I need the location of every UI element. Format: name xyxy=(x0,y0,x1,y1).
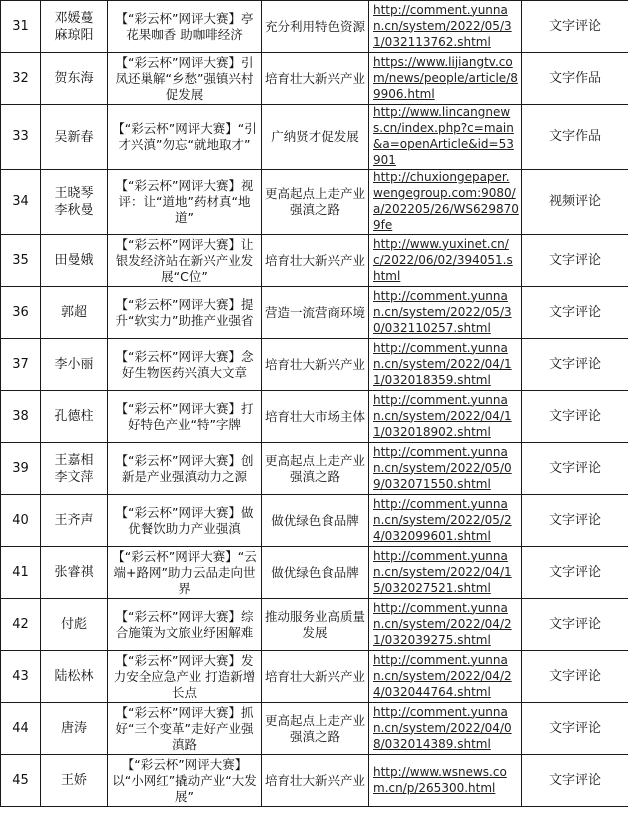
author-name: 王齐声 xyxy=(54,513,94,528)
topic-category: 充分利用特色资源 xyxy=(264,18,365,34)
author-name: 郭超 xyxy=(60,305,87,320)
work-type: 文字评论 xyxy=(548,720,601,736)
table-body xyxy=(1,1,628,807)
row-number-cell xyxy=(1,391,41,443)
article-link-cell xyxy=(369,391,522,443)
work-type: 文字评论 xyxy=(548,408,601,424)
work-type-cell xyxy=(522,105,628,170)
work-type-cell xyxy=(522,495,628,547)
author-name: 王嘉相 李文萍 xyxy=(54,452,94,485)
author-name-cell xyxy=(41,287,108,339)
author-name-cell xyxy=(41,339,108,391)
article-link-cell xyxy=(369,703,522,755)
work-type: 文字评论 xyxy=(548,304,601,320)
topic-category: 更高起点上走产业强滇之路 xyxy=(264,186,365,217)
author-name: 田曼娥 xyxy=(54,253,94,268)
row-number-cell xyxy=(1,599,41,651)
work-type: 文字评论 xyxy=(548,356,601,372)
row-number: 40 xyxy=(12,512,29,528)
topic-category-cell xyxy=(262,235,369,287)
table-row xyxy=(1,1,628,53)
author-name: 王晓琴 李秋曼 xyxy=(54,186,94,218)
work-type-cell xyxy=(522,235,628,287)
topic-category-cell xyxy=(262,495,369,547)
row-number-cell xyxy=(1,287,41,339)
row-number-cell xyxy=(1,755,41,807)
author-name-cell xyxy=(41,391,108,443)
article-title: 【“彩云杯”网评大赛】抓好“三个变革”走好产业强滇路 xyxy=(115,704,254,752)
row-number: 39 xyxy=(12,460,29,476)
table-row xyxy=(1,235,628,287)
article-title: 【“彩云杯”网评大赛】让银发经济站在新兴产业发展“C位” xyxy=(115,236,254,284)
table-row xyxy=(1,287,628,339)
topic-category-cell xyxy=(262,287,369,339)
topic-category-cell xyxy=(262,703,369,755)
article-link[interactable]: http://comment.yunnan.cn/system/2022/05/09/032071550.shtml xyxy=(373,444,512,491)
topic-category: 培育壮大新兴产业 xyxy=(264,70,365,86)
row-number: 32 xyxy=(12,70,29,86)
table-row xyxy=(1,703,628,755)
article-link[interactable]: http://www.yuxinet.cn/c/2022/06/02/394051.shtml xyxy=(373,236,513,283)
work-type-cell xyxy=(522,339,628,391)
topic-category: 做优绿色食品牌 xyxy=(271,512,359,528)
table-row xyxy=(1,651,628,703)
article-title-cell xyxy=(108,170,262,235)
row-number: 33 xyxy=(12,129,29,144)
row-number: 43 xyxy=(12,668,29,684)
topic-category-cell xyxy=(262,651,369,703)
article-title-cell xyxy=(108,755,262,807)
article-link[interactable]: http://comment.yunnan.cn/system/2022/04/08/032014389.shtml xyxy=(373,704,512,751)
article-link[interactable]: http://comment.yunnan.cn/system/2022/05/24/032099601.shtml xyxy=(373,496,512,543)
work-type: 文字评论 xyxy=(548,772,601,788)
table-row xyxy=(1,495,628,547)
row-number: 44 xyxy=(12,720,29,736)
article-link[interactable]: http://www.lincangnews.cn/index.php?c=main&a=openArticle&id=53901 xyxy=(373,105,514,167)
topic-category: 更高起点上走产业强滇之路 xyxy=(264,452,365,484)
author-name: 李小丽 xyxy=(54,357,94,372)
work-type: 文字评论 xyxy=(548,616,601,632)
table-row xyxy=(1,443,628,495)
topic-category: 推动服务业高质量发展 xyxy=(264,608,365,640)
row-number-cell xyxy=(1,1,41,53)
article-link[interactable]: http://comment.yunnan.cn/system/2022/05/30/032110257.shtml xyxy=(373,288,512,335)
work-type: 文字评论 xyxy=(548,252,601,268)
article-link[interactable]: http://comment.yunnan.cn/system/2022/04/24/032044764.shtml xyxy=(373,652,512,699)
author-name-cell xyxy=(41,53,108,105)
article-link-cell xyxy=(369,170,522,235)
author-name-cell xyxy=(41,547,108,599)
article-title-cell xyxy=(108,287,262,339)
article-link-cell xyxy=(369,651,522,703)
article-link[interactable]: http://www.wsnews.com.cn/p/265300.html xyxy=(373,764,507,795)
article-title: 【“彩云杯”网评大赛】视评：让“道地”药材真“地道” xyxy=(115,178,254,225)
work-type-cell xyxy=(522,547,628,599)
article-title: 【“彩云杯”网评大赛】“云端+路网”助力云品走向世界 xyxy=(112,548,257,596)
author-name: 贺东海 xyxy=(54,71,94,86)
topic-category-cell xyxy=(262,105,369,170)
article-title-cell xyxy=(108,105,262,170)
topic-category: 更高起点上走产业强滇之路 xyxy=(264,712,365,744)
article-title-cell xyxy=(108,53,262,105)
article-title: 【“彩云杯”网评大赛】综合施策为文旅业纾困解难 xyxy=(115,608,254,640)
row-number-cell xyxy=(1,703,41,755)
article-title-cell xyxy=(108,703,262,755)
author-name: 吴新春 xyxy=(54,129,94,145)
work-type-cell xyxy=(522,651,628,703)
article-title-cell xyxy=(108,391,262,443)
author-name-cell xyxy=(41,495,108,547)
row-number: 41 xyxy=(12,564,29,580)
author-name-cell xyxy=(41,1,108,53)
work-type-cell xyxy=(522,703,628,755)
article-title-cell xyxy=(108,339,262,391)
row-number-cell xyxy=(1,339,41,391)
article-title-cell xyxy=(108,547,262,599)
work-type: 文字评论 xyxy=(548,564,601,580)
author-name-cell xyxy=(41,755,108,807)
work-type: 文字评论 xyxy=(548,18,601,34)
author-name-cell xyxy=(41,703,108,755)
article-title: 【“彩云杯”网评大赛】打好特色产业“特”字牌 xyxy=(115,400,254,432)
row-number-cell xyxy=(1,547,41,599)
topic-category-cell xyxy=(262,755,369,807)
article-link-cell xyxy=(369,105,522,170)
topic-category: 培育壮大新兴产业 xyxy=(264,252,365,268)
article-link[interactable]: http://comment.yunnan.cn/system/2022/04/11/032018359.shtml xyxy=(373,340,512,387)
topic-category-cell xyxy=(262,170,369,235)
article-title-cell xyxy=(108,495,262,547)
table-row xyxy=(1,339,628,391)
work-type-cell xyxy=(522,443,628,495)
row-number-cell xyxy=(1,53,41,105)
topic-category: 培育壮大新兴产业 xyxy=(264,668,365,684)
article-link[interactable]: http://comment.yunnan.cn/system/2022/04/11/032018902.shtml xyxy=(373,392,512,439)
author-name-cell xyxy=(41,651,108,703)
row-number: 37 xyxy=(12,356,29,372)
work-type: 文字评论 xyxy=(548,460,601,476)
author-name: 唐涛 xyxy=(60,721,87,736)
row-number: 36 xyxy=(12,304,29,320)
work-type-cell xyxy=(522,1,628,53)
article-link-cell xyxy=(369,53,522,105)
work-type-cell xyxy=(522,391,628,443)
work-type: 文字作品 xyxy=(548,70,601,86)
author-name-cell xyxy=(41,443,108,495)
work-type: 视频评论 xyxy=(548,194,601,209)
article-link[interactable]: https://www.lijiangtv.com/news/people/article/89906.html xyxy=(373,54,518,101)
author-name-cell xyxy=(41,170,108,235)
article-link[interactable]: http://comment.yunnan.cn/system/2022/04/21/032039275.shtml xyxy=(373,600,512,647)
topic-category-cell xyxy=(262,547,369,599)
table-row xyxy=(1,599,628,651)
article-link-cell xyxy=(369,495,522,547)
row-number: 42 xyxy=(12,616,29,632)
row-number-cell xyxy=(1,235,41,287)
table-row xyxy=(1,105,628,170)
row-number: 34 xyxy=(12,194,29,209)
topic-category: 培育壮大新兴产业 xyxy=(264,356,365,372)
article-link-cell xyxy=(369,287,522,339)
article-link-cell xyxy=(369,755,522,807)
topic-category: 广纳贤才促发展 xyxy=(271,129,359,144)
row-number-cell xyxy=(1,443,41,495)
article-title: 【“彩云杯”网评大赛】亭花果咖香 助咖啡经济 xyxy=(115,10,254,42)
author-name: 陆松林 xyxy=(54,669,94,684)
row-number-cell xyxy=(1,651,41,703)
article-link-cell xyxy=(369,547,522,599)
article-title-cell xyxy=(108,651,262,703)
article-title: 【“彩云杯”网评大赛】念好生物医药兴滇大文章 xyxy=(115,348,254,380)
topic-category-cell xyxy=(262,339,369,391)
article-title: 【“彩云杯”网评大赛】以“小网红”撬动产业“大发展” xyxy=(112,756,257,804)
article-title-cell xyxy=(108,1,262,53)
row-number: 31 xyxy=(12,18,29,34)
row-number-cell xyxy=(1,495,41,547)
work-type: 文字作品 xyxy=(548,129,601,144)
topic-category-cell xyxy=(262,53,369,105)
author-name-cell xyxy=(41,599,108,651)
row-number-cell xyxy=(1,105,41,170)
article-link[interactable]: http://comment.yunnan.cn/system/2022/05/31/032113762.shtml xyxy=(373,2,512,49)
article-link[interactable]: http://comment.yunnan.cn/system/2022/04/15/032027521.shtml xyxy=(373,548,512,595)
article-title: 【“彩云杯”网评大赛】引凤还巢解“乡愁”强镇兴村促发展 xyxy=(115,54,254,102)
topic-category-cell xyxy=(262,443,369,495)
article-link[interactable]: http://chuxiongepaper.wengegroup.com:9080/a/202205/26/WS6298709fe xyxy=(373,170,519,232)
article-title: 【“彩云杯”网评大赛】创新是产业强滇动力之源 xyxy=(115,452,254,484)
work-type-cell xyxy=(522,755,628,807)
work-type-cell xyxy=(522,599,628,651)
table-row xyxy=(1,170,628,235)
article-title: 【“彩云杯”网评大赛】提升“软实力”助推产业强省 xyxy=(115,296,254,328)
author-name: 王娇 xyxy=(60,773,87,788)
article-title: 【“彩云杯”网评大赛】做优餐饮助力产业强滇 xyxy=(115,504,254,536)
row-number: 38 xyxy=(12,408,29,424)
topic-category-cell xyxy=(262,1,369,53)
row-number: 45 xyxy=(12,772,29,788)
article-link-cell xyxy=(369,235,522,287)
row-number-cell xyxy=(1,170,41,235)
author-name: 付彪 xyxy=(60,617,87,632)
article-link-cell xyxy=(369,339,522,391)
author-name-cell xyxy=(41,235,108,287)
row-number: 35 xyxy=(12,252,29,268)
topic-category: 营造一流营商环境 xyxy=(264,304,365,320)
table-row xyxy=(1,755,628,807)
author-name-cell xyxy=(41,105,108,170)
table-row xyxy=(1,547,628,599)
author-name: 邓媛蔓 麻琼阳 xyxy=(54,10,94,43)
article-title-cell xyxy=(108,443,262,495)
article-title: 【“彩云杯”网评大赛】发力安全应急产业 打造新增长点 xyxy=(113,652,256,700)
author-name: 张睿祺 xyxy=(54,565,94,580)
article-title-cell xyxy=(108,235,262,287)
topic-category: 做优绿色食品牌 xyxy=(271,564,359,580)
work-type-cell xyxy=(522,287,628,339)
work-type: 文字评论 xyxy=(548,668,601,684)
topic-category-cell xyxy=(262,599,369,651)
article-link-cell xyxy=(369,1,522,53)
article-link-cell xyxy=(369,443,522,495)
article-link-cell xyxy=(369,599,522,651)
work-type-cell xyxy=(522,53,628,105)
table-row xyxy=(1,53,628,105)
author-name: 孔德柱 xyxy=(54,409,94,424)
article-title-cell xyxy=(108,599,262,651)
topic-category-cell xyxy=(262,391,369,443)
topic-category: 培育壮大新兴产业 xyxy=(264,772,365,788)
table-row xyxy=(1,391,628,443)
work-type: 文字评论 xyxy=(548,512,601,528)
article-title: 【“彩云杯”网评大赛】“引才兴滇”勿忘“就地取才” xyxy=(112,121,257,152)
work-type-cell xyxy=(522,170,628,235)
topic-category: 培育壮大市场主体 xyxy=(264,408,365,424)
